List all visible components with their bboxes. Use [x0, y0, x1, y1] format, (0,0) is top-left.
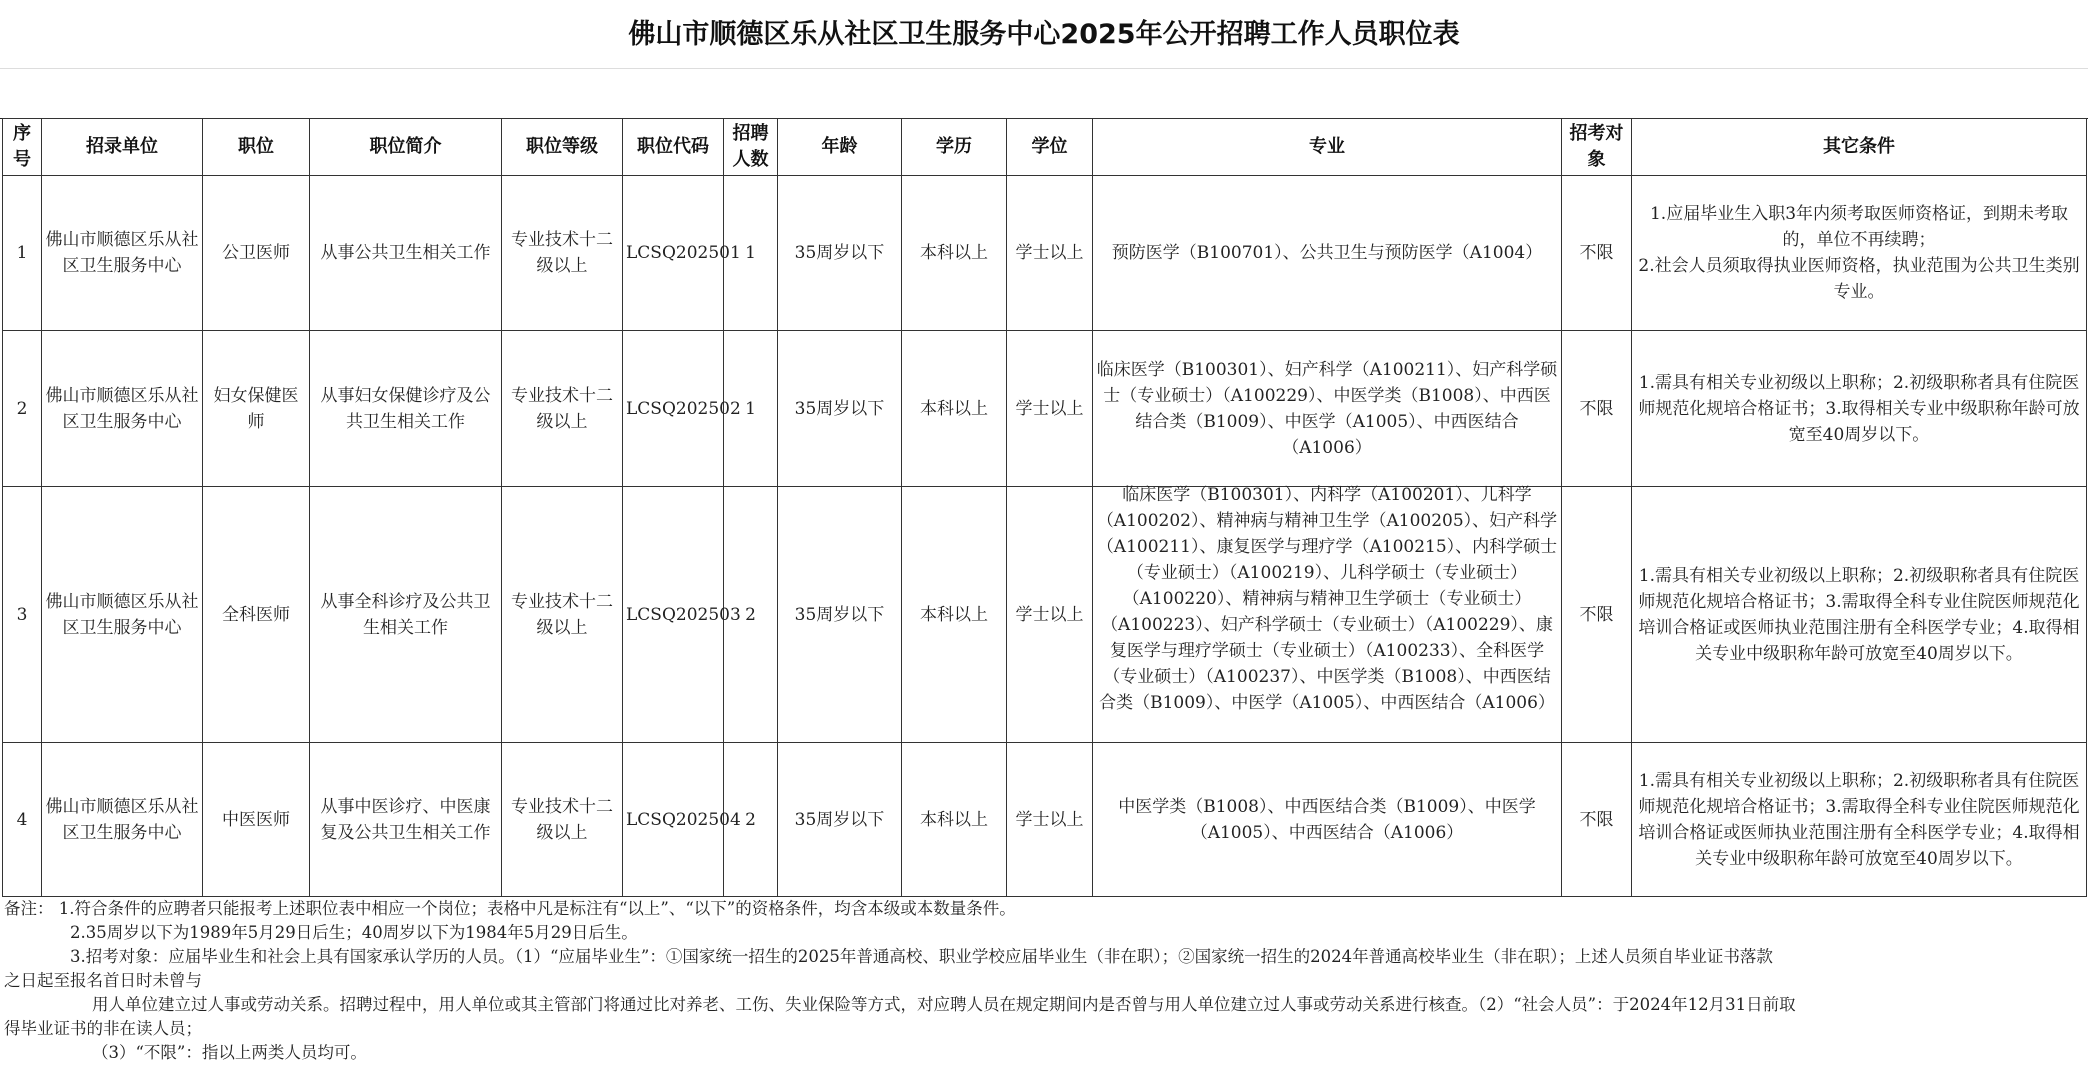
note-line: 3.招考对象：应届毕业生和社会上具有国家承认学历的人员。（1）“应届毕业生”：①国家统一招生的2025年普通高校、职业学校应届毕业生（非在职）；②国家统一招生的2024年普通高校毕业生（非在职）；上述人员须自毕业证书落款: [70, 947, 1773, 966]
major-text-clipped: 临床医学（B100301）、内科学（A100201）、儿科学（A100202）、精神病与精神卫生学（A100205）、妇产科学（A100211）、康复医学与理疗学（A100215）、内科学硕士 （专业硕士）（A100219）、儿科学硕士（专业硕士）（A100220）、精神病与精神卫生学硕士（专业硕士）（A100223）、妇产科学硕士（专业硕士）（A100229）、康复医学与理疗学硕士（专业硕士）（A100233）、全科医学 （专业硕士）（A100237）、中医学类（B1008）、中西医结合类（B1009）、中医学（A1005）、中西医结合（A1006）: [1096, 485, 1558, 713]
cell-unit: 佛山市顺德区乐从社区卫生服务中心: [42, 176, 203, 331]
cell-code: LCSQ202502: [623, 331, 724, 487]
cell-target: 不限: [1562, 743, 1632, 897]
table-header-row: [3, 119, 2087, 176]
table-row: [3, 176, 2087, 331]
cell-target: 不限: [1562, 487, 1632, 743]
cell-unit: 佛山市顺德区乐从社区卫生服务中心: [42, 487, 203, 743]
cell-age: 35周岁以下: [778, 176, 902, 331]
table-row: [3, 743, 2087, 897]
cell-position: 全科医师: [203, 487, 310, 743]
cell-count: 1: [724, 331, 778, 487]
cell-education: 本科以上: [902, 743, 1007, 897]
page-title: 佛山市顺德区乐从社区卫生服务中心2025年公开招聘工作人员职位表: [0, 0, 2088, 69]
cell-no: 1: [3, 176, 42, 331]
blank-row: [0, 68, 2088, 119]
cell-degree: 学士以上: [1007, 743, 1093, 897]
cell-education: 本科以上: [902, 176, 1007, 331]
cell-other: 1.需具有相关专业初级以上职称；2.初级职称者具有住院医师规范化规培合格证书；3.取得相关专业中级职称年龄可放宽至40周岁以下。: [1632, 331, 2087, 487]
note-line: 之日起至报名首日时未曾与: [4, 971, 202, 990]
cell-intro: 从事妇女保健诊疗及公共卫生相关工作: [310, 331, 502, 487]
col-header-level: 职位等级: [502, 119, 623, 176]
cell-level: 专业技术十二级以上: [502, 176, 623, 331]
col-header-age: 年龄: [778, 119, 902, 176]
cell-other: 1.应届毕业生入职3年内须考取医师资格证，到期未考取的，单位不再续聘； 2.社会人员须取得执业医师资格，执业范围为公共卫生类别专业。: [1632, 176, 2087, 331]
cell-position: 中医医师: [203, 743, 310, 897]
cell-degree: 学士以上: [1007, 487, 1093, 743]
cell-other: 1.需具有相关专业初级以上职称；2.初级职称者具有住院医师规范化规培合格证书；3.需取得全科专业住院医师规范化培训合格证或医师执业范围注册有全科医学专业；4.取得相关专业中级职称年龄可放宽至40周岁以下。: [1632, 743, 2087, 897]
cell-code: LCSQ202501: [623, 176, 724, 331]
cell-major: 临床医学（B100301）、妇产科学（A100211）、妇产科学硕士（专业硕士）（A100229）、中医学类（B1008）、中西医结合类（B1009）、中医学（A1005）、中西医结合（A1006）: [1093, 331, 1562, 487]
position-table: [2, 118, 2087, 897]
cell-target: 不限: [1562, 331, 1632, 487]
cell-position: 公卫医师: [203, 176, 310, 331]
cell-other: 1.需具有相关专业初级以上职称；2.初级职称者具有住院医师规范化规培合格证书；3.需取得全科专业住院医师规范化培训合格证或医师执业范围注册有全科医学专业；4.取得相关专业中级职称年龄可放宽至40周岁以下。: [1632, 487, 2087, 743]
note-line: 2.35周岁以下为1989年5月29日后生；40周岁以下为1984年5月29日后生。: [70, 923, 638, 942]
cell-major: 预防医学（B100701）、公共卫生与预防医学（A1004）: [1093, 176, 1562, 331]
cell-no: 2: [3, 331, 42, 487]
cell-code: LCSQ202504: [623, 743, 724, 897]
note-line: 用人单位建立过人事或劳动关系。招聘过程中，用人单位或其主管部门将通过比对养老、工伤、失业保险等方式，对应聘人员在规定期间内是否曾与用人单位建立过人事或劳动关系进行核查。（2）“社会人员”：于2024年12月31日前取: [92, 995, 1796, 1014]
cell-age: 35周岁以下: [778, 331, 902, 487]
cell-major: [1093, 487, 1562, 743]
cell-unit: 佛山市顺德区乐从社区卫生服务中心: [42, 331, 203, 487]
col-header-other: 其它条件: [1632, 119, 2087, 176]
table-row: [3, 331, 2087, 487]
cell-age: 35周岁以下: [778, 487, 902, 743]
cell-level: 专业技术十二级以上: [502, 743, 623, 897]
col-header-education: 学历: [902, 119, 1007, 176]
note-line: 备注： 1.符合条件的应聘者只能报考上述职位表中相应一个岗位；表格中凡是标注有“以上”、“以下”的资格条件，均含本级或本数量条件。: [4, 899, 1016, 918]
cell-count: 2: [724, 487, 778, 743]
col-header-target: 招考对象: [1562, 119, 1632, 176]
note-line: 得毕业证书的非在读人员；: [4, 1019, 202, 1038]
cell-intro: 从事中医诊疗、中医康复及公共卫生相关工作: [310, 743, 502, 897]
cell-level: 专业技术十二级以上: [502, 487, 623, 743]
cell-unit: 佛山市顺德区乐从社区卫生服务中心: [42, 743, 203, 897]
notes-section: [4, 897, 2084, 1065]
cell-count: 2: [724, 743, 778, 897]
col-header-degree: 学位: [1007, 119, 1093, 176]
col-header-unit: 招录单位: [42, 119, 203, 176]
cell-major: 中医学类（B1008）、中西医结合类（B1009）、中医学（A1005）、中西医结合（A1006）: [1093, 743, 1562, 897]
table-row: [3, 487, 2087, 743]
cell-position: 妇女保健医师: [203, 331, 310, 487]
cell-target: 不限: [1562, 176, 1632, 331]
cell-code: LCSQ202503: [623, 487, 724, 743]
cell-no: 3: [3, 487, 42, 743]
cell-age: 35周岁以下: [778, 743, 902, 897]
cell-count: 1: [724, 176, 778, 331]
cell-intro: 从事全科诊疗及公共卫生相关工作: [310, 487, 502, 743]
note-line: （3）“不限”：指以上两类人员均可。: [92, 1043, 367, 1062]
cell-no: 4: [3, 743, 42, 897]
cell-education: 本科以上: [902, 331, 1007, 487]
col-header-no: 序号: [3, 119, 42, 176]
cell-degree: 学士以上: [1007, 176, 1093, 331]
col-header-count: 招聘人数: [724, 119, 778, 176]
col-header-intro: 职位简介: [310, 119, 502, 176]
col-header-position: 职位: [203, 119, 310, 176]
col-header-code: 职位代码: [623, 119, 724, 176]
cell-level: 专业技术十二级以上: [502, 331, 623, 487]
cell-education: 本科以上: [902, 487, 1007, 743]
cell-degree: 学士以上: [1007, 331, 1093, 487]
col-header-major: 专业: [1093, 119, 1562, 176]
cell-intro: 从事公共卫生相关工作: [310, 176, 502, 331]
